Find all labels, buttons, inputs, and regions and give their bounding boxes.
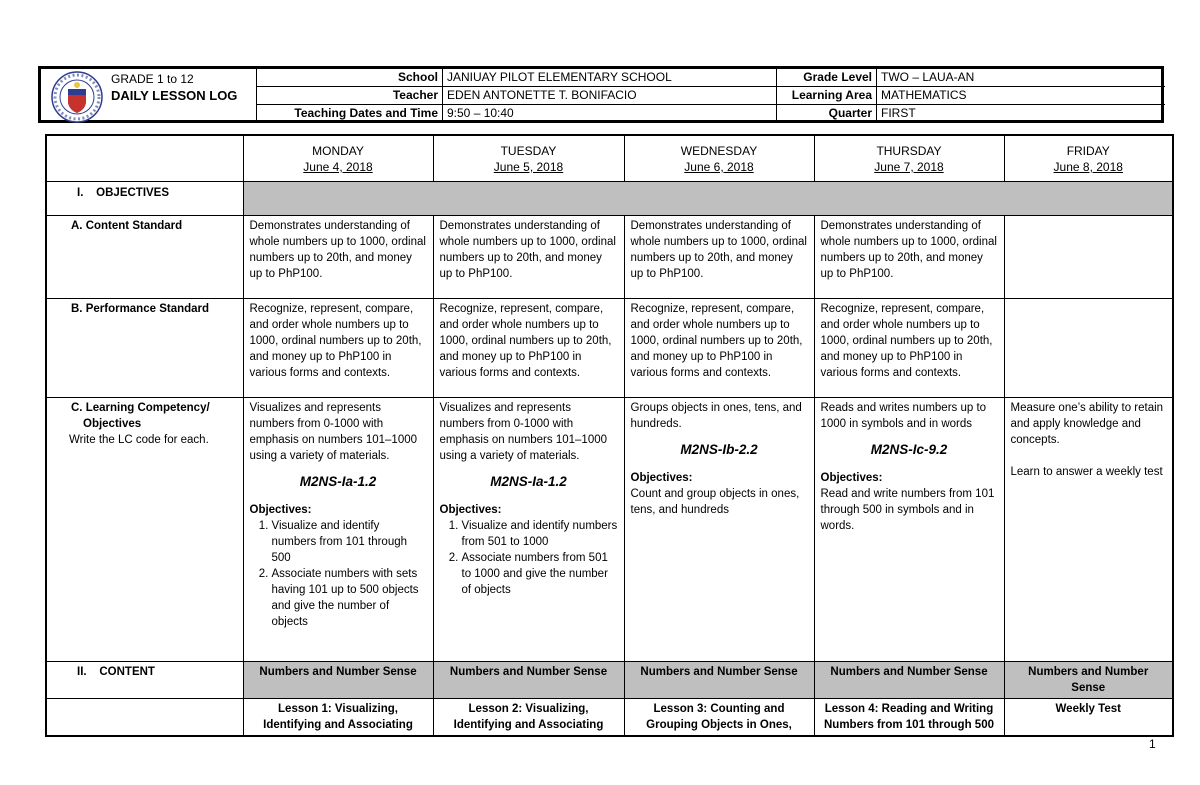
day-header-tuesday — [433, 135, 624, 181]
content-topic-mon: Numbers and Number Sense — [243, 661, 433, 698]
day-header-monday — [243, 135, 433, 181]
objectives-gray-band — [243, 181, 1173, 215]
competency-text: Visualizes and represents numbers from 0-1000 with emphasis on numbers 101–1000 using a variety of materials. — [439, 401, 608, 462]
objectives-section-row — [46, 181, 1173, 215]
performance-standard-wed: Recognize, represent, compare, and order whole numbers up to 1000, ordinal numbers up to 20th, and money up to PhP100 in various forms and contexts. — [624, 298, 814, 397]
deped-seal-icon — [51, 71, 103, 123]
competency-row — [46, 397, 1173, 661]
lesson-title-thu: Lesson 4: Reading and Writing Numbers from 101 through 500 — [814, 698, 1004, 736]
day-date: June 7, 2018 — [874, 160, 944, 174]
objectives-heading: Objectives: — [249, 503, 312, 516]
performance-standard-row — [46, 298, 1173, 397]
competency-text: Measure one’s ability to retain and apply knowledge and concepts. — [1010, 401, 1164, 446]
lesson-blank-cell — [46, 698, 243, 736]
content-topic-tue: Numbers and Number Sense — [433, 661, 624, 698]
day-date: June 6, 2018 — [684, 160, 754, 174]
day-name: THURSDAY — [876, 144, 942, 158]
blank-corner-cell — [46, 135, 243, 181]
objectives-heading: Objectives: — [439, 503, 502, 516]
page-number: 1 — [1149, 737, 1156, 751]
competency-text-2: Learn to answer a weekly test — [1010, 465, 1163, 478]
lc-code: M2NS-Ia-1.2 — [299, 473, 377, 489]
performance-standard-thu: Recognize, represent, compare, and order whole numbers up to 1000, ordinal numbers up to 20th, and money up to PhP100 in various forms and contexts. — [814, 298, 1004, 397]
lesson-title-tue: Lesson 2: Visualizing, Identifying and Associating — [433, 698, 624, 736]
objectives-list — [440, 518, 618, 598]
teacher-value: EDEN ANTONETTE T. BONIFACIO — [443, 87, 777, 105]
competency-text: Reads and writes numbers up to 1000 in symbols and in words — [820, 401, 987, 430]
day-name: FRIDAY — [1066, 144, 1110, 158]
teacher-label: Teacher — [257, 87, 443, 105]
competency-mon — [243, 397, 433, 661]
quarter-value: FIRST — [877, 105, 1165, 123]
lesson-row — [46, 698, 1173, 736]
performance-standard-tue: Recognize, represent, compare, and order whole numbers up to 1000, ordinal numbers up to 20th, and money up to PhP100 in various forms and contexts. — [433, 298, 624, 397]
lc-code: M2NS-Ia-1.2 — [490, 473, 567, 489]
content-standard-fri — [1004, 215, 1173, 298]
objective-text: Read and write numbers from 101 through 500 in symbols and in words. — [820, 487, 995, 532]
competency-text: Groups objects in ones, tens, and hundreds. — [630, 401, 802, 430]
day-header-friday — [1004, 135, 1173, 181]
competency-tue — [433, 397, 624, 661]
day-name: TUESDAY — [500, 144, 557, 158]
content-heading: II. CONTENT — [46, 661, 243, 698]
objectives-list — [250, 518, 427, 630]
objective-item: 1. Visualize and identify numbers from 101 through 500 — [272, 518, 427, 566]
quarter-label: Quarter — [777, 105, 877, 123]
grade-level-label: Grade Level — [777, 69, 877, 87]
content-standard-thu: Demonstrates understanding of whole numbers up to 1000, ordinal numbers up to 20th, and money up to PhP100. — [814, 215, 1004, 298]
objectives-heading: Objectives: — [820, 471, 883, 484]
competency-label-cell — [46, 397, 243, 661]
performance-standard-fri — [1004, 298, 1173, 397]
learning-area-label: Learning Area — [777, 87, 877, 105]
grade-level-value: TWO – LAUA-AN — [877, 69, 1165, 87]
objective-item: 2. Associate numbers with sets having 101 up to 500 objects and give the number of objects — [272, 566, 427, 630]
day-name: MONDAY — [312, 144, 364, 158]
school-label: School — [257, 69, 443, 87]
objective-text: Count and group objects in ones, tens, and hundreds — [630, 487, 800, 516]
learning-area-value: MATHEMATICS — [877, 87, 1165, 105]
content-section-row — [46, 661, 1173, 698]
objective-item: 1. Visualize and identify numbers from 501 to 1000 — [462, 518, 618, 550]
objectives-heading: Objectives: — [630, 471, 693, 484]
competency-wed — [624, 397, 814, 661]
content-topic-thu: Numbers and Number Sense — [814, 661, 1004, 698]
competency-label-objectives: Objectives — [83, 417, 142, 430]
lesson-title-fri: Weekly Test — [1004, 698, 1173, 736]
competency-text: Visualizes and represents numbers from 0-1000 with emphasis on numbers 101–1000 using a variety of materials. — [249, 401, 418, 462]
content-topic-wed: Numbers and Number Sense — [624, 661, 814, 698]
competency-fri — [1004, 397, 1173, 661]
competency-label: C. Learning Competency/ — [71, 401, 210, 414]
grade-range: GRADE 1 to 12 — [111, 72, 194, 86]
performance-standard-label: B. Performance Standard — [46, 298, 243, 397]
content-standard-tue: Demonstrates understanding of whole numbers up to 1000, ordinal numbers up to 20th, and money up to PhP100. — [433, 215, 624, 298]
dates-label: Teaching Dates and Time — [257, 105, 443, 123]
day-date: June 4, 2018 — [303, 160, 373, 174]
lc-code: M2NS-Ib-2.2 — [680, 441, 758, 457]
day-date: June 8, 2018 — [1053, 160, 1123, 174]
competency-note: Write the LC code for each. — [69, 433, 209, 446]
lesson-title-mon: Lesson 1: Visualizing, Identifying and Associating — [243, 698, 433, 736]
days-header-row — [46, 135, 1173, 181]
content-topic-fri: Numbers and Number Sense — [1004, 661, 1173, 698]
day-header-wednesday — [624, 135, 814, 181]
lesson-log-table — [45, 134, 1174, 737]
content-standard-wed: Demonstrates understanding of whole numbers up to 1000, ordinal numbers up to 20th, and money up to PhP100. — [624, 215, 814, 298]
content-standard-label: A. Content Standard — [46, 215, 243, 298]
day-date: June 5, 2018 — [493, 160, 564, 174]
dates-value: 9:50 – 10:40 — [443, 105, 777, 123]
day-header-thursday — [814, 135, 1004, 181]
header-info-table — [256, 69, 1165, 122]
day-name: WEDNESDAY — [680, 144, 758, 158]
header-box — [38, 66, 1164, 123]
document-title: DAILY LESSON LOG — [111, 88, 238, 103]
competency-thu — [814, 397, 1004, 661]
content-standard-mon: Demonstrates understanding of whole numbers up to 1000, ordinal numbers up to 20th, and money up to PhP100. — [243, 215, 433, 298]
school-value: JANIUAY PILOT ELEMENTARY SCHOOL — [443, 69, 777, 87]
performance-standard-mon: Recognize, represent, compare, and order whole numbers up to 1000, ordinal numbers up to 20th, and money up to PhP100 in various forms and contexts. — [243, 298, 433, 397]
content-standard-row — [46, 215, 1173, 298]
objective-item: 2. Associate numbers from 501 to 1000 and give the number of objects — [462, 550, 618, 598]
objectives-heading: I. OBJECTIVES — [46, 181, 243, 215]
lesson-title-wed: Lesson 3: Counting and Grouping Objects in Ones, — [624, 698, 814, 736]
lc-code: M2NS-Ic-9.2 — [870, 441, 948, 457]
